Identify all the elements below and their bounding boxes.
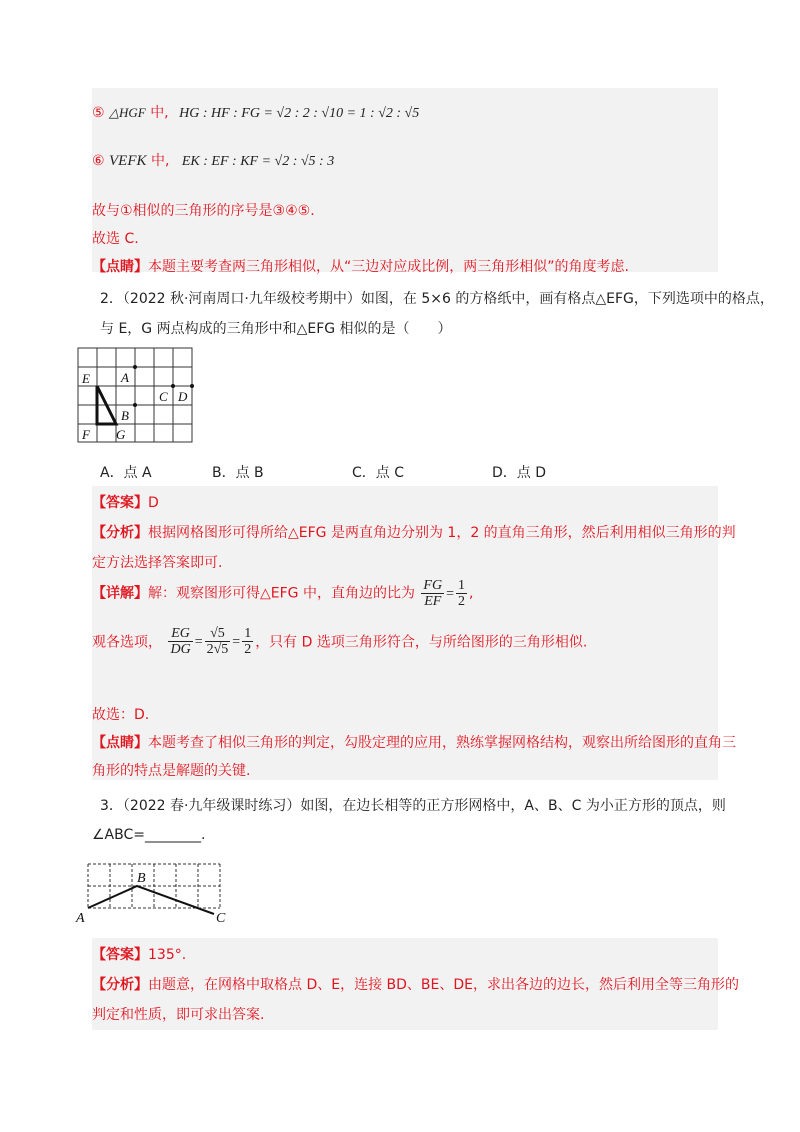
comment-line-2: 角形的特点是解题的关键.: [92, 763, 251, 779]
point-b: [133, 403, 137, 407]
label-f: F: [82, 427, 90, 442]
label-a-q3: A: [76, 911, 85, 926]
q3-stem-line1: 3．（2022 春·九年级课时练习）如图，在边长相等的正方形网格中，A、B、C 为小正方形的顶点，则: [100, 798, 726, 814]
analysis-line-3-2: 判定和性质，即可求出答案.: [92, 1007, 265, 1023]
step-6: ⑥ VEFK 中, EK : EF : KF = √2 : √5 : 3: [92, 153, 335, 169]
solution-block-3: [92, 938, 739, 1030]
label-e: E: [82, 371, 90, 386]
option-d[interactable]: D．点 D: [492, 465, 547, 481]
fraction-one-half-2: $\frac{1}{2}$: [244, 626, 252, 657]
label-c: C: [159, 389, 168, 404]
label-d: D: [178, 389, 188, 404]
detail-line-1: 【详解】解：观察图形可得△EFG 中，直角边的比为 $\frac{FG}{EF}$ = $\frac{1}{2}$ ,: [92, 578, 474, 609]
option-a[interactable]: A．点 A: [100, 465, 152, 481]
q2-grid-figure: [76, 346, 206, 446]
fraction-fg-ef: $\frac{FG}{EF}$: [423, 578, 443, 609]
solution-block-1: [92, 88, 718, 275]
q2-stem-line1: 2．（2022 秋·河南周口·九年级校考期中）如图，在 5×6 的方格纸中，画有格点△EFG，下列选项中的格点，: [100, 291, 774, 307]
answer-line-3: 【答案】135°.: [92, 947, 187, 963]
detail-line-2: 观各选项， $\frac{EG}{DG}$ = $\frac{√5}{2√5}$ = $\frac{1}{2}$ ，只有 D 选项三角形符合，与所给图形的三角形相似.: [92, 626, 588, 657]
choice-text-2: 故选：D.: [92, 707, 150, 723]
point-c: [171, 384, 175, 388]
analysis-line-3-1: 【分析】由题意，在网格中取格点 D、E，连接 BD、BE、DE，求出各边的边长，然后利用全等三角形的: [92, 977, 739, 993]
label-b-q3: B: [137, 871, 146, 886]
point-d: [190, 384, 194, 388]
conclusion-text: 故与①相似的三角形的序号是③④⑤.: [92, 203, 315, 219]
label-g: G: [116, 427, 126, 442]
q3-stem-line2: ∠ABC=________.: [92, 827, 206, 843]
choice-text: 故选 C.: [92, 231, 139, 247]
solution-block-2: [92, 486, 736, 780]
comment-line-1: 【点睛】本题考查了相似三角形的判定，勾股定理的应用，熟练掌握网格结构，观察出所给图形的直角三: [92, 735, 736, 751]
q3-grid-figure: [74, 856, 244, 926]
q2-stem-line2: 与 E，G 两点构成的三角形中和△EFG 相似的是（ ）: [100, 321, 452, 337]
answer-line: 【答案】D: [92, 495, 159, 511]
label-a: A: [121, 370, 129, 385]
step-5: ⑤ △HGF 中, HG : HF : FG = √2 : 2 : √10 = 1 : √2 : √5: [92, 105, 420, 121]
fraction-root5: $\frac{√5}{2√5}$: [206, 626, 229, 657]
angle-abc: [88, 886, 214, 914]
grid-lines: [78, 348, 192, 442]
q2-options: [100, 462, 660, 482]
dashed-grid: [88, 864, 220, 908]
option-b[interactable]: B．点 B: [212, 465, 264, 481]
label-b: B: [121, 408, 129, 423]
fraction-eg-dg: $\frac{EG}{DG}$: [170, 626, 191, 657]
point-a: [133, 365, 137, 369]
label-c-q3: C: [216, 911, 226, 926]
analysis-line-2: 定方法选择答案即可.: [92, 555, 223, 571]
fraction-one-half: $\frac{1}{2}$: [458, 578, 465, 609]
option-c[interactable]: C．点 C: [352, 465, 405, 481]
analysis-line-1: 【分析】根据网格图形可得所给△EFG 是两直角边分别为 1，2 的直角三角形，然后利用相似三角形的判: [92, 525, 736, 541]
comment-line: 【点睛】本题主要考查两三角形相似，从“三边对应成比例，两三角形相似”的角度考虑.: [92, 259, 629, 275]
